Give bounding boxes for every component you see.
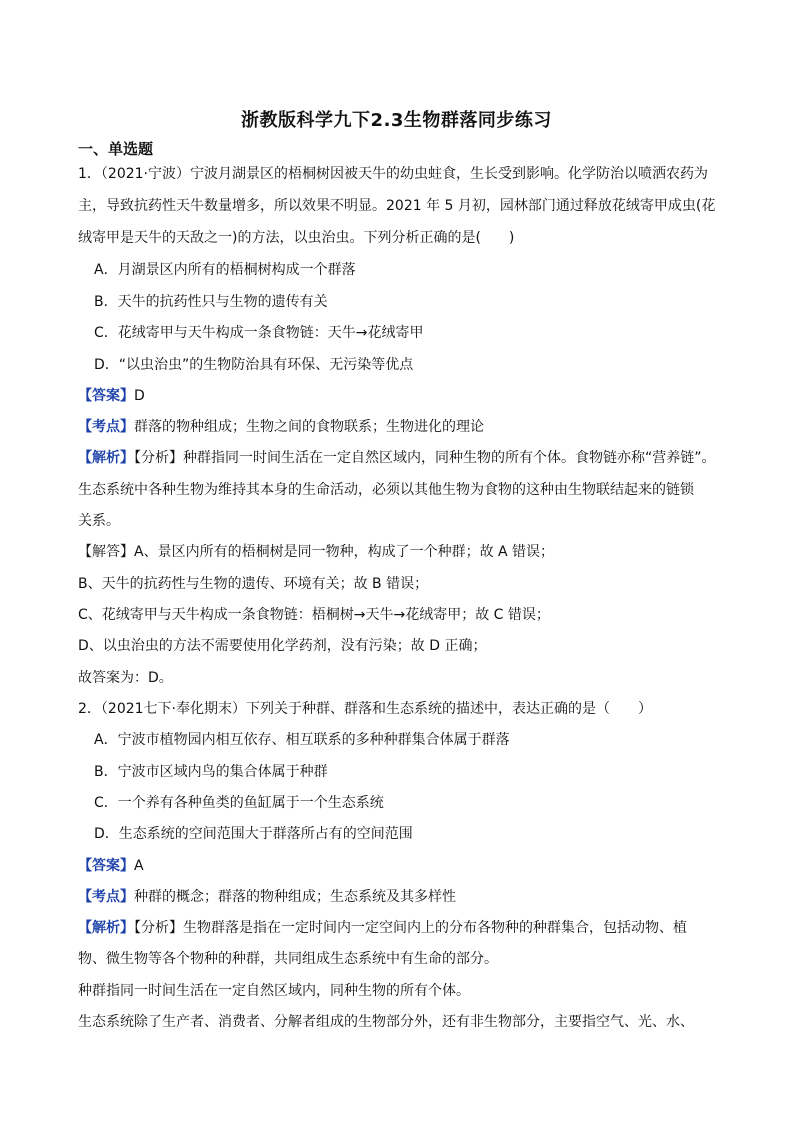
- analysis-text: 【分析】生物群落是指在一定时间内一定空间内上的分布各物种的种群集合，包括动物、植: [134, 920, 687, 936]
- analysis-tag: 【解析】: [78, 450, 134, 466]
- q1-analysis-line: [78, 448, 716, 468]
- answer-tag: 【答案】: [78, 388, 134, 404]
- q1-analysis-line: 【解答】A、景区内所有的梧桐树是同一物种，构成了一个种群；故 A 错误；: [78, 544, 555, 560]
- q1-analysis-line: 关系。: [78, 513, 120, 529]
- q2-option-a: A．宁波市植物园内相互依存、相互联系的多种种群集合体属于群落: [94, 732, 510, 748]
- q2-analysis-line: 生态系统除了生产者、消费者、分解者组成的生物部分外，还有非生物部分，主要指空气、光、水、: [78, 1014, 694, 1030]
- q2-point: [78, 887, 456, 907]
- q1-option-a: A．月湖景区内所有的梧桐树构成一个群落: [94, 262, 356, 278]
- q1-analysis-line: 故答案为：D。: [78, 670, 173, 686]
- q1-option-d: D．“以虫治虫”的生物防治具有环保、无污染等优点: [94, 357, 414, 373]
- point-tag: 【考点】: [78, 889, 134, 905]
- q1-stem-line: 绒寄甲是天牛的天敌之一)的方法，以虫治虫。下列分析正确的是( ): [78, 230, 515, 246]
- q1-analysis-line: B、天牛的抗药性与生物的遗传、环境有关；故 B 错误；: [78, 576, 429, 592]
- q2-analysis-line: [78, 918, 687, 938]
- q1-analysis-line: D、以虫治虫的方法不需要使用化学药剂，没有污染；故 D 正确；: [78, 638, 487, 654]
- answer-tag: 【答案】: [78, 858, 134, 874]
- q1-point: [78, 417, 484, 437]
- q1-analysis-line: 生态系统中各种生物为维持其本身的生命活动，必须以其他生物为食物的这种由生物联结起来的链锁: [78, 482, 694, 498]
- q1-stem-line: 主，导致抗药性天牛数量增多，所以效果不明显。2021 年 5 月初，园林部门通过释放花绒寄甲成虫(花: [78, 198, 716, 214]
- answer-value: D: [134, 388, 145, 404]
- q1-analysis-line: C、花绒寄甲与天牛构成一条食物链：梧桐树→天牛→花绒寄甲；故 C 错误；: [78, 607, 550, 623]
- q2-analysis-line: 种群指同一时间生活在一定自然区域内，同种生物的所有个体。: [78, 983, 470, 999]
- q1-option-b: B．天牛的抗药性只与生物的遗传有关: [94, 294, 328, 310]
- point-text: 群落的物种组成；生物之间的食物联系；生物进化的理论: [134, 419, 484, 435]
- q2-stem-line: 2．（2021七下·奉化期末）下列关于种群、群落和生态系统的描述中，表达正确的是（ ）: [78, 701, 652, 717]
- q1-option-c: C．花绒寄甲与天牛构成一条食物链：天牛→花绒寄甲: [94, 325, 424, 341]
- q1-stem-line: 1．（2021·宁波）宁波月湖景区的梧桐树因被天牛的幼虫蛀食，生长受到影响。化学防治以喷洒农药为: [78, 166, 708, 182]
- answer-value: A: [134, 858, 144, 874]
- q2-option-c: C．一个养有各种鱼类的鱼缸属于一个生态系统: [94, 795, 384, 811]
- q2-option-d: D．生态系统的空间范围大于群落所占有的空间范围: [94, 826, 413, 842]
- point-tag: 【考点】: [78, 419, 134, 435]
- analysis-text: 【分析】种群指同一时间生活在一定自然区域内，同种生物的所有个体。食物链亦称“营养链”。: [134, 450, 716, 466]
- page-title: 浙教版科学九下2.3生物群落同步练习: [241, 110, 552, 131]
- q2-answer: [78, 856, 144, 876]
- point-text: 种群的概念；群落的物种组成；生态系统及其多样性: [134, 889, 456, 905]
- q2-analysis-line: 物、微生物等各个物种的种群，共同组成生态系统中有生命的部分。: [78, 951, 498, 967]
- analysis-tag: 【解析】: [78, 920, 134, 936]
- q1-answer: [78, 386, 145, 406]
- section-heading: 一、单选题: [78, 140, 154, 158]
- q2-option-b: B．宁波市区域内鸟的集合体属于种群: [94, 764, 328, 780]
